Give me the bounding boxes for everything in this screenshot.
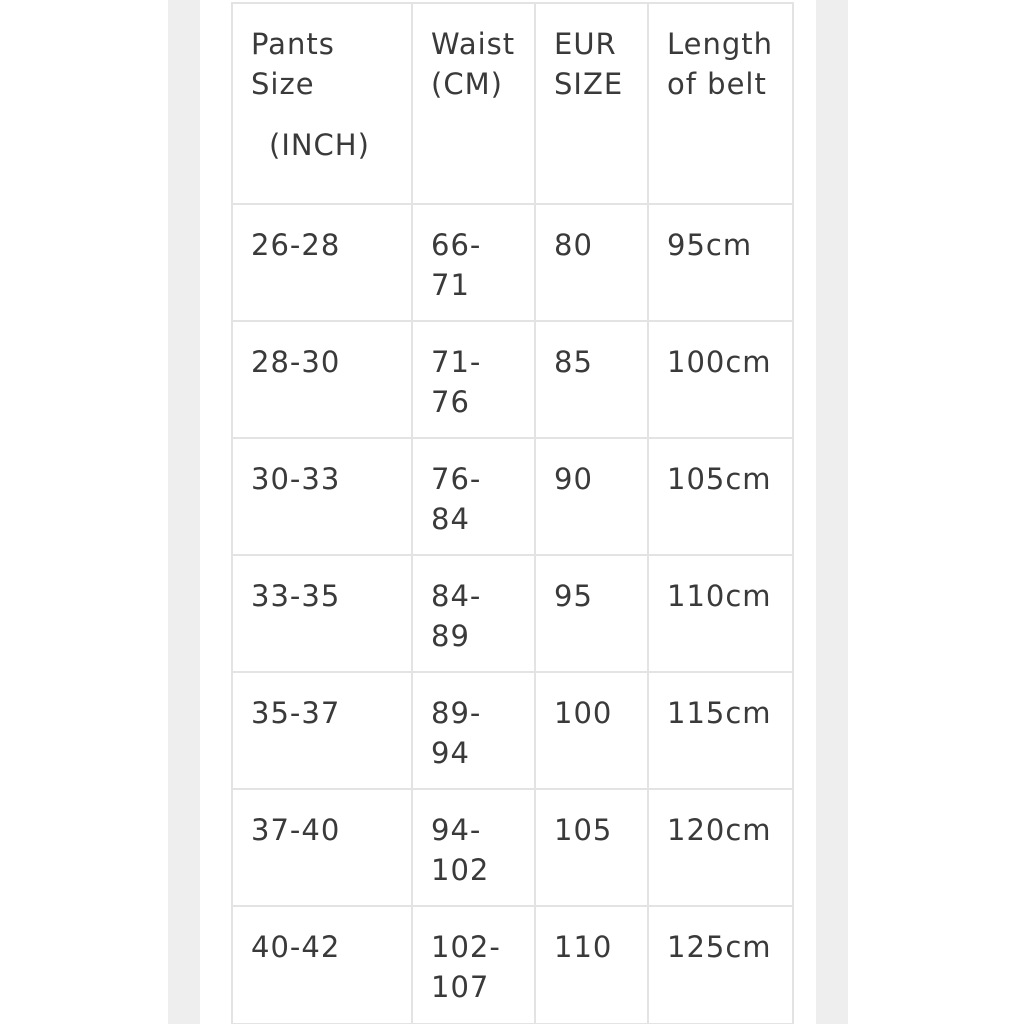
table-row: [232, 555, 793, 672]
cell-waist-from: 66-: [431, 228, 482, 262]
cell-waist: [412, 672, 535, 789]
cell-pants-size: 35-37: [232, 672, 412, 789]
cell-pants-size: 40-42: [232, 906, 412, 1024]
cell-eur-size: 110: [535, 906, 648, 1024]
cell-waist-from: 71-: [431, 345, 482, 379]
header-eur-size-line1: EUR: [554, 27, 617, 61]
header-waist: [412, 3, 535, 204]
header-belt-length-line1: Length: [667, 27, 774, 61]
cell-waist-to: 84: [431, 502, 470, 536]
cell-waist-from: 89-: [431, 696, 482, 730]
cell-pants-size: 37-40: [232, 789, 412, 906]
cell-eur-size: 90: [535, 438, 648, 555]
table-row: [232, 321, 793, 438]
cell-waist-to: 89: [431, 619, 470, 653]
cell-pants-size: 26-28: [232, 204, 412, 321]
cell-waist: [412, 555, 535, 672]
header-pants-size-unit: (INCH): [269, 128, 370, 162]
left-margin-bar: [168, 0, 200, 1024]
header-pants-size-line2: Size: [251, 67, 315, 101]
cell-waist: [412, 906, 535, 1024]
cell-eur-size: 80: [535, 204, 648, 321]
header-pants-size: [232, 3, 412, 204]
header-belt-length-line2: of belt: [667, 67, 767, 101]
table-header-row: [232, 3, 793, 204]
cell-eur-size: 95: [535, 555, 648, 672]
cell-eur-size: 105: [535, 789, 648, 906]
cell-waist: [412, 789, 535, 906]
cell-belt-length: 125cm: [648, 906, 793, 1024]
cell-belt-length: 120cm: [648, 789, 793, 906]
cell-waist-to: 71: [431, 268, 470, 302]
cell-waist-from: 94-: [431, 813, 482, 847]
cell-waist-from: 102-: [431, 930, 501, 964]
table-row: [232, 438, 793, 555]
right-margin-bar: [816, 0, 848, 1024]
header-eur-size-line2: SIZE: [554, 67, 624, 101]
belt-size-table: [231, 2, 794, 1024]
header-waist-line1: Waist: [431, 27, 516, 61]
cell-pants-size: 33-35: [232, 555, 412, 672]
cell-eur-size: 85: [535, 321, 648, 438]
cell-belt-length: 115cm: [648, 672, 793, 789]
cell-pants-size: 28-30: [232, 321, 412, 438]
cell-waist: [412, 204, 535, 321]
cell-belt-length: 100cm: [648, 321, 793, 438]
cell-belt-length: 95cm: [648, 204, 793, 321]
header-eur-size: [535, 3, 648, 204]
cell-waist-to: 76: [431, 385, 470, 419]
header-waist-line2: (CM): [431, 67, 503, 101]
cell-belt-length: 110cm: [648, 555, 793, 672]
header-belt-length: [648, 3, 793, 204]
cell-waist: [412, 438, 535, 555]
cell-waist-to: 107: [431, 970, 490, 1004]
cell-eur-size: 100: [535, 672, 648, 789]
cell-waist-from: 76-: [431, 462, 482, 496]
table-row: [232, 204, 793, 321]
table-row: [232, 789, 793, 906]
cell-belt-length: 105cm: [648, 438, 793, 555]
cell-pants-size: 30-33: [232, 438, 412, 555]
table-row: [232, 672, 793, 789]
cell-waist-from: 84-: [431, 579, 482, 613]
cell-waist: [412, 321, 535, 438]
cell-waist-to: 94: [431, 736, 470, 770]
table-row: [232, 906, 793, 1024]
cell-waist-to: 102: [431, 853, 490, 887]
header-pants-size-line1: Pants: [251, 27, 335, 61]
